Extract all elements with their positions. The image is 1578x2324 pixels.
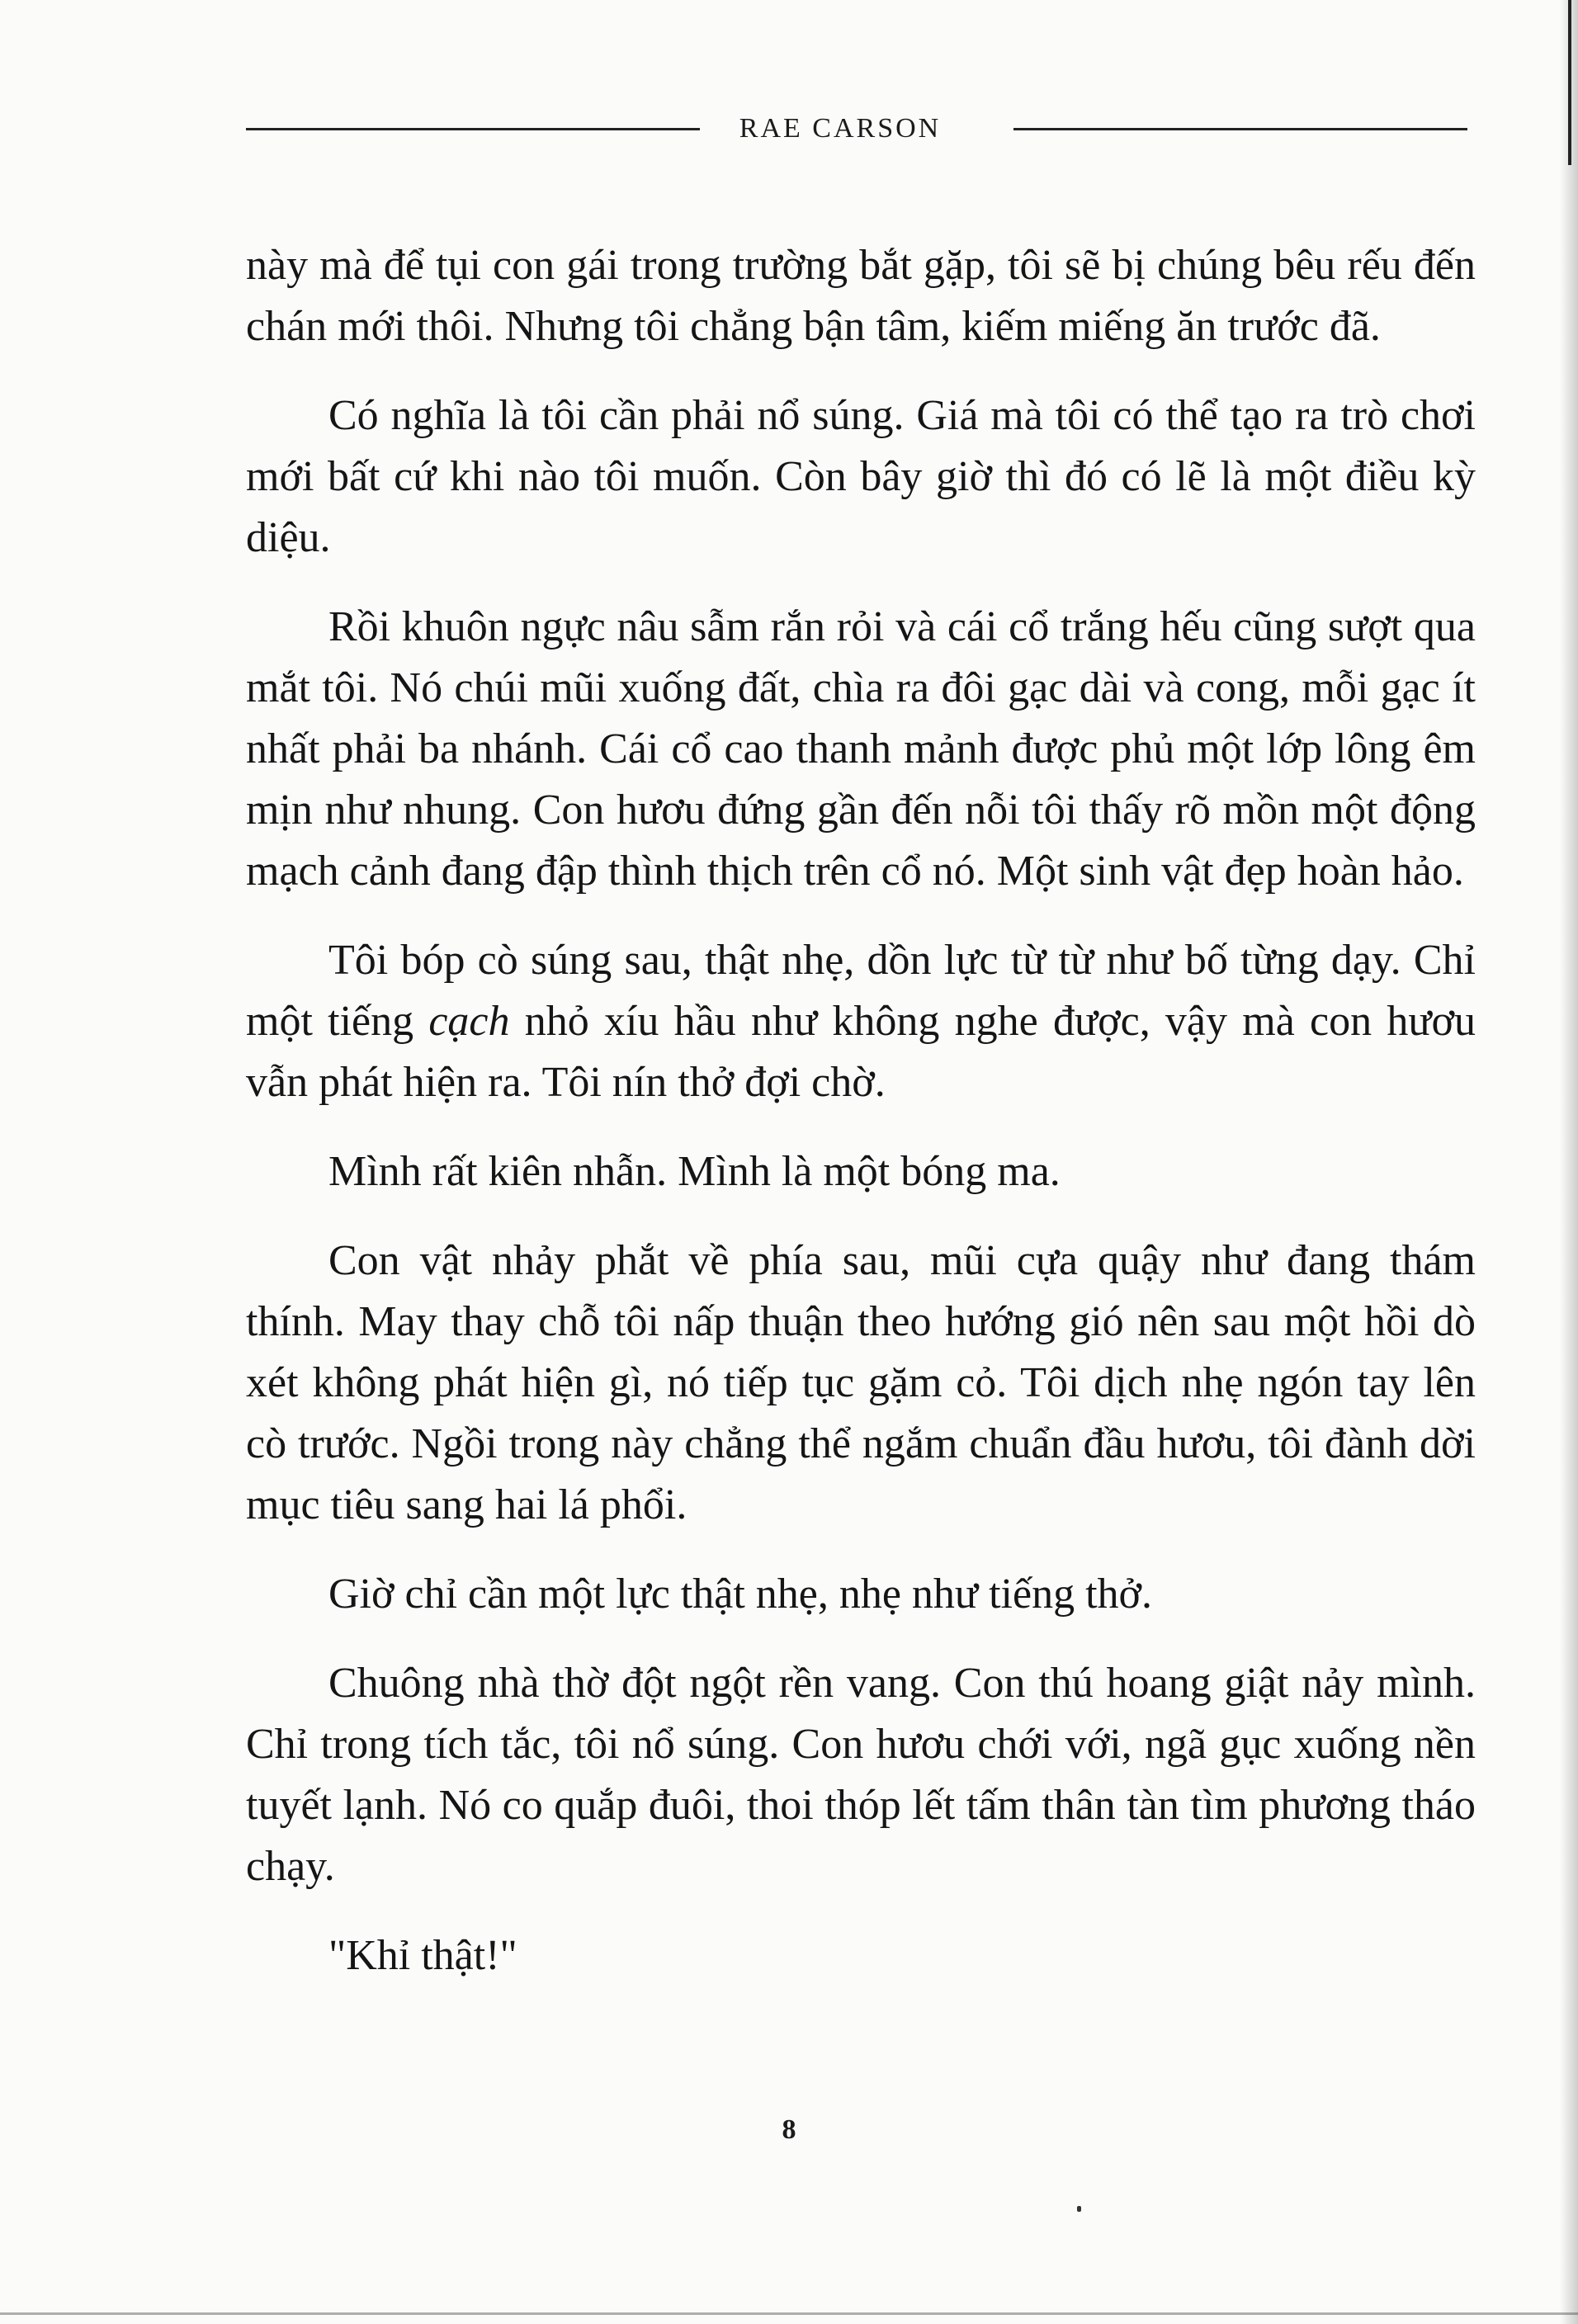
paragraph-9: "Khỉ thật!" bbox=[328, 1932, 517, 1979]
paragraph-1: này mà để tụi con gái trong trường bắt gặp, tôi sẽ bị chúng bêu rếu đến chán mới thôi. Nhưng tôi chẳng bận tâm, kiếm miếng ăn trước đã. bbox=[246, 242, 1476, 350]
header-author: RAE CARSON bbox=[739, 113, 942, 144]
paragraph-6: Con vật nhảy phắt về phía sau, mũi cựa quậy như đang thám thính. May thay chỗ tôi nấp thuận theo hướng gió nên sau một hồi dò xét không phát hiện gì, nó tiếp tục gặm cỏ. Tôi dịch nhẹ ngón tay lên cò trước. Ngồi trong này chẳng thể ngắm chuẩn đầu hươu, tôi đành dời mục tiêu sang hai lá phổi. bbox=[246, 1237, 1476, 1528]
paragraph-3: Rồi khuôn ngực nâu sẫm rắn rỏi và cái cổ trắng hếu cũng sượt qua mắt tôi. Nó chúi mũi xuống đất, chìa ra đôi gạc dài và cong, mỗi gạc ít nhất phải ba nhánh. Cái cổ cao thanh mảnh được phủ một lớp lông êm mịn như nhung. Con hươu đứng gần đến nỗi tôi thấy rõ mồn một động mạch cảnh đang đập thình thịch trên cổ nó. Một sinh vật đẹp hoàn hảo. bbox=[246, 603, 1476, 895]
paragraph-4-italic-word: cạch bbox=[428, 998, 510, 1045]
paragraph-7: Giờ chỉ cần một lực thật nhẹ, nhẹ như tiếng thở. bbox=[328, 1571, 1153, 1618]
page-edge-mark bbox=[1568, 0, 1571, 165]
paragraph-4 bbox=[246, 930, 1476, 1113]
paragraph-8: Chuông nhà thờ đột ngột rền vang. Con thú hoang giật nảy mình. Chỉ trong tích tắc, tôi nổ súng. Con hươu chới với, ngã gục xuống nền tuyết lạnh. Nó co quắp đuôi, thoi thóp lết tấm thân tàn tìm phương tháo chạy. bbox=[246, 1660, 1476, 1890]
ink-speck bbox=[1077, 2206, 1081, 2212]
paragraph-4-text-before: Tôi bóp cò súng sau, thật nhẹ, dồn lực từ từ như bố từng dạy. Chỉ một tiếng bbox=[246, 937, 1476, 1045]
header-rule-left bbox=[246, 128, 700, 130]
scan-bottom-edge bbox=[0, 2312, 1578, 2315]
paragraph-4-text-after: nhỏ xíu hầu như không nghe được, vậy mà con hươu vẫn phát hiện ra. Tôi nín thở đợi chờ. bbox=[246, 998, 1476, 1106]
paragraph-5: Mình rất kiên nhẫn. Mình là một bóng ma. bbox=[328, 1148, 1061, 1195]
body-text bbox=[246, 235, 1476, 2015]
running-header bbox=[246, 112, 1467, 145]
page-number: 8 bbox=[782, 2114, 796, 2145]
page-edge-shadow bbox=[1560, 0, 1578, 2324]
header-rule-right bbox=[1013, 128, 1467, 130]
paragraph-2: Có nghĩa là tôi cần phải nổ súng. Giá mà tôi có thể tạo ra trò chơi mới bất cứ khi nào tôi muốn. Còn bây giờ thì đó có lẽ là một điều kỳ diệu. bbox=[246, 392, 1476, 561]
